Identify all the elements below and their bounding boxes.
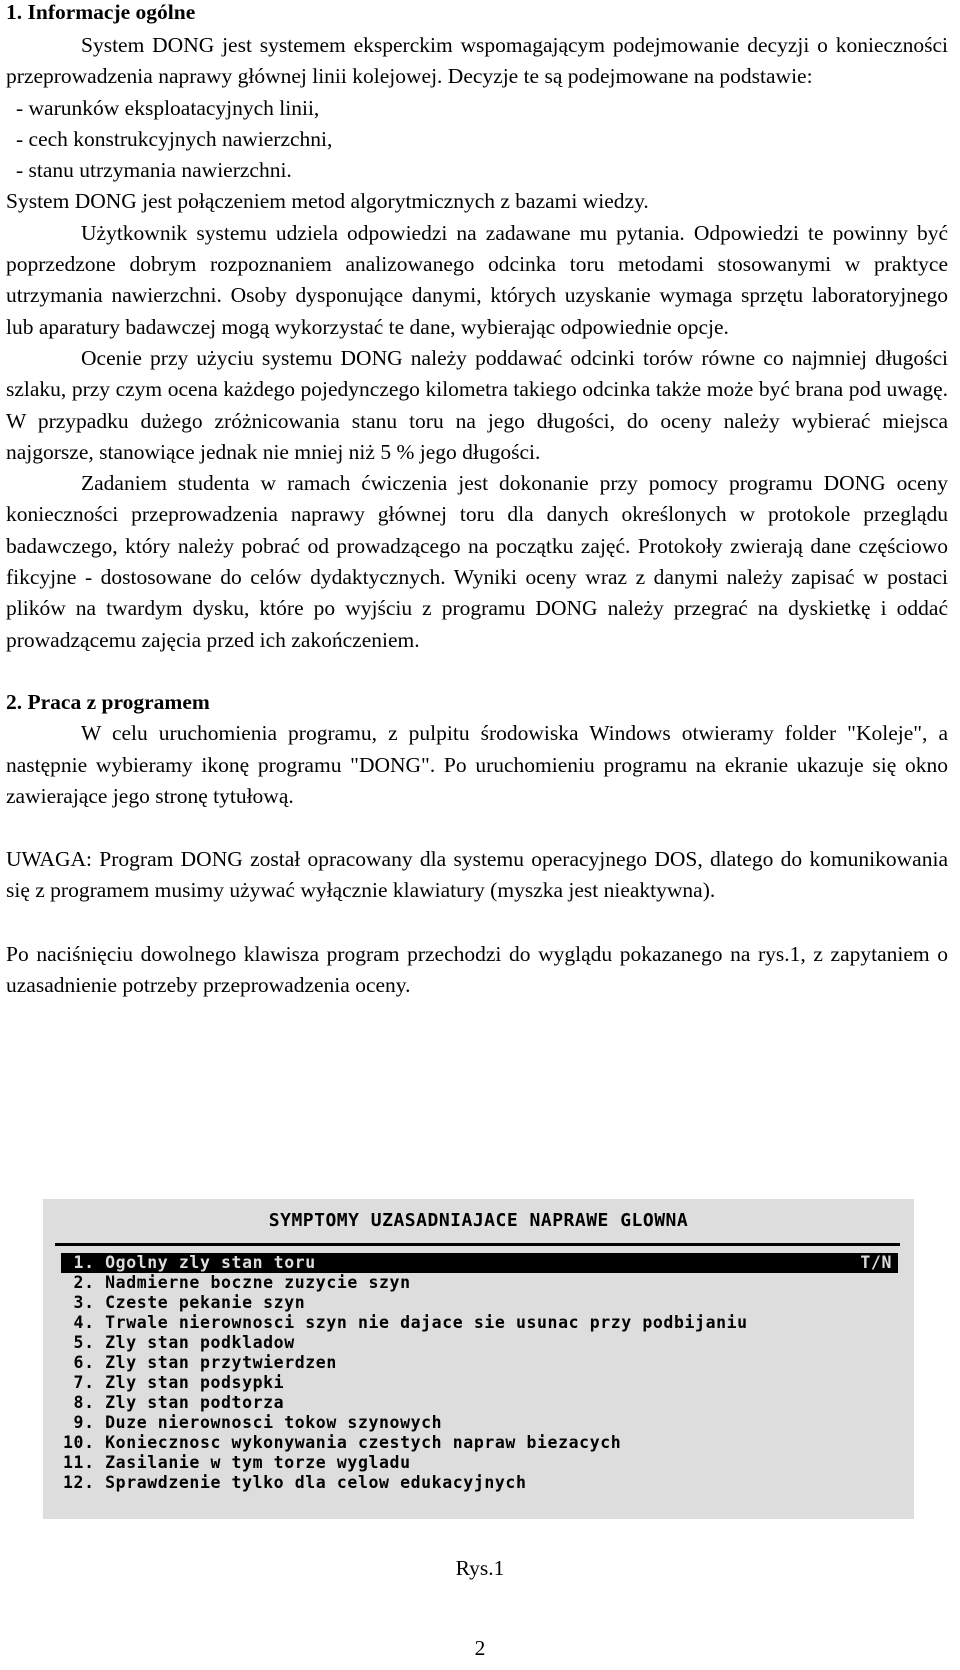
- menu-item-selected[interactable]: [61, 1253, 898, 1273]
- list-item: - cech konstrukcyjnych nawierzchni,: [16, 126, 333, 151]
- yes-no-indicator: T/N: [860, 1253, 892, 1272]
- menu-item[interactable]: 5. Zly stan podkladow: [63, 1333, 295, 1352]
- menu-item[interactable]: 7. Zly stan podsypki: [63, 1373, 285, 1392]
- menu-item-label: 1. Ogolny zly stan toru: [63, 1253, 316, 1272]
- section-2-heading: 2. Praca z programem: [6, 689, 210, 714]
- menu-item[interactable]: 8. Zly stan podtorza: [63, 1393, 285, 1412]
- paragraph: W celu uruchomienia programu, z pulpitu środowiska Windows otwieramy folder "Koleje", a następnie wybieramy ikonę programu "DONG". Po uruchomieniu programu na ekranie ukazuje się okno zawierające jego stronę tytułową.: [6, 721, 948, 808]
- dos-screenshot: [43, 1199, 914, 1519]
- menu-item[interactable]: 4. Trwale nierownosci szyn nie dajace sie usunac przy podbijaniu: [63, 1313, 748, 1332]
- paragraph: Ocenie przy użyciu systemu DONG należy poddawać odcinki torów równe co najmniej długości szlaku, przy czym ocena każdego pojedynczego kilometra takiego odcinka także może być brana pod uwagę. W przypadku dużego zróżnicowania stanu toru na jego długości, do oceny należy wybierać miejsca najgorsze, stanowiące jednak nie mniej niż 5 % jego długości.: [6, 345, 948, 464]
- menu-item[interactable]: 9. Duze nierownosci tokow szynowych: [63, 1413, 443, 1432]
- menu-item[interactable]: 11. Zasilanie w tym torze wygladu: [63, 1453, 411, 1472]
- conditions-list: [6, 93, 948, 187]
- body-text: [6, 0, 948, 1001]
- menu-item[interactable]: 3. Czeste pekanie szyn: [63, 1293, 306, 1312]
- menu-item[interactable]: 12. Sprawdzenie tylko dla celow edukacyjnych: [63, 1473, 527, 1492]
- page-number: 2: [474, 1636, 486, 1660]
- menu-item[interactable]: 6. Zly stan przytwierdzen: [63, 1353, 337, 1372]
- menu-frame: [55, 1243, 900, 1509]
- list-item: - warunków eksploatacyjnych linii,: [16, 95, 320, 120]
- warning-paragraph: UWAGA: Program DONG został opracowany dla systemu operacyjnego DOS, dlatego do komunikowania się z programem musimy używać wyłącznie klawiatury (myszka jest nieaktywna).: [6, 847, 948, 903]
- paragraph: Zadaniem studenta w ramach ćwiczenia jest dokonanie przy pomocy programu DONG oceny konieczności przeprowadzenia naprawy głównej toru dla danych określonych w protokole przeglądu badawczego, który należy pobrać od prowadzącego na początku zajęć. Protokoły zwierają dane częściowo fikcyjne - dostosowane do celów dydaktycznych. Wyniki oceny wraz z danymi należy zapisać w postaci plików na twardym dysku, które po wyjściu z programu DONG należy przegrać na dyskietkę i oddać prowadzącemu zajęcia przed ich zakończeniem.: [6, 471, 948, 652]
- screen-title: SYMPTOMY UZASADNIAJACE NAPRAWE GLOWNA: [268, 1210, 689, 1231]
- menu-item[interactable]: 2. Nadmierne boczne zuzycie szyn: [63, 1273, 411, 1292]
- figure-caption: Rys.1: [455, 1556, 505, 1580]
- paragraph: System DONG jest połączeniem metod algorytmicznych z bazami wiedzy.: [6, 189, 649, 214]
- paragraph: Po naciśnięciu dowolnego klawisza program przechodzi do wyglądu pokazanego na rys.1, z zapytaniem o uzasadnienie potrzeby przeprowadzenia oceny.: [6, 941, 948, 998]
- symptom-menu: [61, 1253, 898, 1493]
- menu-item[interactable]: 10. Koniecznosc wykonywania czestych napraw biezacych: [63, 1433, 622, 1452]
- section-1-intro: System DONG jest systemem eksperckim wspomagającym podejmowanie decyzji o konieczności przeprowadzenia naprawy głównej linii kolejowej. Decyzje te są podejmowane na podstawie:: [6, 33, 948, 89]
- section-1-heading: 1. Informacje ogólne: [6, 0, 196, 24]
- paragraph: Użytkownik systemu udziela odpowiedzi na zadawane mu pytania. Odpowiedzi te powinny być poprzedzone dobrym rozpoznaniem analizowanego odcinka toru metodami stosowanymi w praktyce utrzymania nawierzchni. Osoby dysponujące danymi, których uzyskanie wymaga sprzętu laboratoryjnego lub aparatury badawczej mogą wykorzystać te dane, wybierając odpowiednie opcje.: [6, 220, 948, 339]
- list-item: - stanu utrzymania nawierzchni.: [16, 158, 292, 183]
